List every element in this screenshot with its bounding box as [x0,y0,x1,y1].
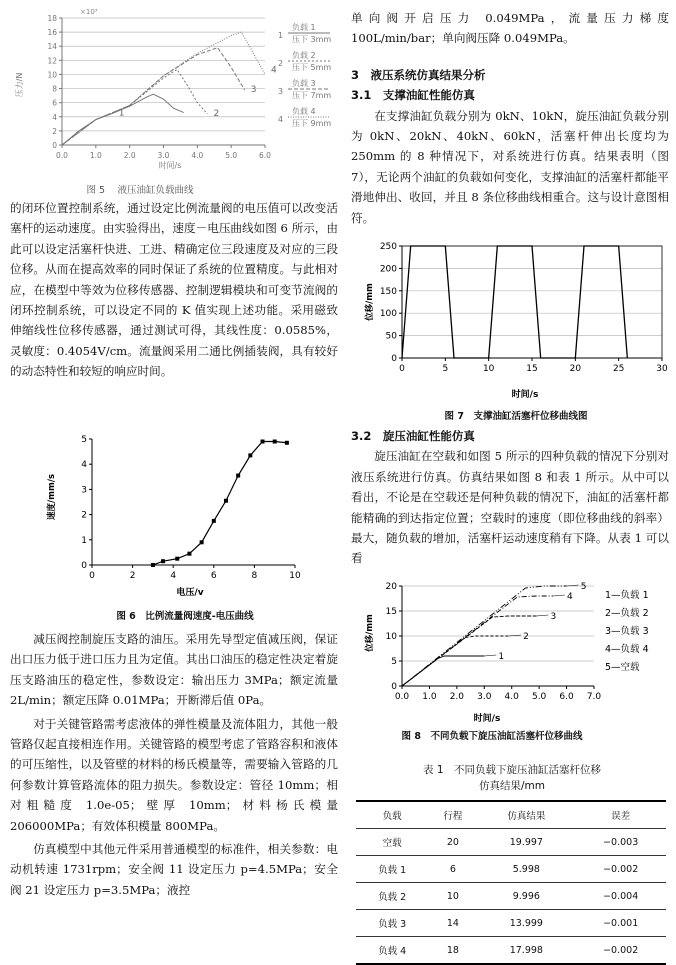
y-tick-label: 5 [81,435,87,445]
figure-7-chart [362,240,670,405]
right-paragraph-1: 在支撑油缸负载分别为 0kN、10kN，旋压油缸负载分别为 0kN、20kN、40kN、60kN，活塞杆伸出长度均为 250mm 的 8 种情况下，对系统进行仿真。结果表明（图 7），无论两个油缸的负载如何变化，支撑油缸的活塞杆都能平滑地伸出、收回，并且 8 条位移曲线相重合。这与设计意图相符。 [351,108,669,225]
figure-8-caption: 图 8 不同负载下旋压油缸活塞杆位移曲线 [401,731,583,742]
figure-8-chart [362,578,672,726]
fig8-curve-label-3: 3 [550,612,557,622]
fig5-legend-name: 负载 1 [292,23,316,32]
fig5-xlabel: 时间/s [158,161,182,170]
table-1-header-row [356,801,666,829]
fig6-data-point [248,453,252,457]
y-tick-label: 1 [81,535,87,546]
x-tick-label: 7.0 [586,692,602,702]
x-tick-label: 3.0 [477,692,492,702]
fig6-xlabel: 电压/v [176,588,204,598]
y-tick-label: 16 [47,28,57,38]
table-1-title-line2: 仿真结果/mm [479,780,545,792]
fig5-legend-num: 4 [278,115,284,124]
table-cell: 14 [428,910,477,937]
table-cell: 17.998 [477,937,575,965]
table-1-header-cell: 行程 [428,801,477,829]
table-cell: −0.002 [575,937,666,965]
fig6-data-point [261,440,265,444]
fig6-data-point [224,499,228,503]
table-row [356,856,666,883]
table-row [356,883,666,910]
fig5-curve-label-4: 4 [271,65,277,76]
y-tick-label: 18 [47,14,57,23]
table-cell: −0.003 [575,829,666,856]
fig8-series-1 [402,656,484,686]
fig7-ylabel: 位移/mm [365,283,375,321]
table-cell: 负载 3 [356,910,428,937]
x-tick-label: 4 [170,571,177,581]
table-cell: 空载 [356,829,428,856]
fig6-data-point [187,552,191,556]
fig5-series-2 [62,70,207,145]
fig8-leader [536,615,548,616]
y-tick-label: 6 [52,98,57,108]
y-tick-label: 15 [385,607,397,617]
fig5-curve-label-1: 1 [118,108,125,119]
table-row [356,937,666,965]
table-cell: 负载 4 [356,937,428,965]
x-tick-label: 5.0 [531,692,547,702]
y-tick-label: 50 [385,331,397,342]
table-cell: −0.002 [575,856,666,883]
left-paragraph-3: 对于关键管路需考虑液体的弹性模量及流体阻力，其他一般管路仅起直接相连作用。关键管路的模型考虑了管路容积和液体的可压缩性，以及管壁的材料的杨氏模量等，需要输入管路的几何参数计算管路流体的阻力损失。参数设定：管径 10mm；相对粗糙度 1.0e-05；壁厚 10mm；材料杨氏模量 206000MPa；有效体积模量 800MPa。 [10,716,338,833]
fig6-data-point [236,474,240,478]
fig8-legend-item: 2—负载 2 [605,608,649,619]
y-tick-label: 12 [47,56,57,66]
figure-6 [40,425,330,625]
y-tick-label: 200 [379,264,397,275]
fig8-legend-item: 3—负载 3 [605,626,649,637]
fig5-ylabel: 压力/N [15,72,24,98]
fig6-ylabel: 速度/mm/s [47,474,57,520]
right-paragraph-2: 旋压油缸在空载和如图 5 所示的四种负载的情况下分别对液压系统进行仿真。仿真结果如图 8 和表 1 所示。从中可以看出，不论是在空载还是何种负载的情况下，油缸的活塞杆都能精确的到达指定位置；空载时的速度（即位移曲线的斜率）最大，随负载的增加，活塞杆运动速度稍有下降。从表 1 可以看 [351,449,669,566]
y-tick-label: 4 [52,112,57,122]
fig8-legend [605,589,649,673]
y-tick-label: 0 [391,682,397,692]
x-tick-label: 25 [612,364,625,374]
x-tick-label: 2 [129,571,136,581]
x-tick-label: 1.0 [422,692,437,702]
right-text-block-1 [351,8,669,228]
x-tick-label: 2.0 [123,151,136,160]
table-1-title: 表 1 不同负载下旋压油缸活塞杆位移 [422,764,602,776]
fig6-data-point [285,441,289,445]
x-tick-label: 4.0 [504,692,519,702]
fig5-curve-label-3: 3 [250,84,257,95]
figure-6-chart [40,425,330,605]
table-1-header-cell: 负载 [356,801,428,829]
left-text-block-2 [10,629,338,900]
y-tick-label: 10 [385,632,397,642]
fig7-xlabel: 时间/s [511,390,539,400]
y-tick-label: 10 [47,70,57,80]
fig5-series-3 [62,48,245,145]
table-cell: 13.999 [477,910,575,937]
x-tick-label: 30 [656,364,668,374]
table-row [356,910,666,937]
figure-5 [10,0,340,195]
fig5-legend [278,22,331,128]
x-tick-label: 0 [399,364,405,374]
fig8-leader [553,595,565,596]
x-tick-label: 10 [482,364,495,374]
fig5-legend-name: 负载 3 [292,79,316,88]
fig8-legend-item: 4—负载 4 [605,644,649,655]
section-3-2-heading: 3.2 旋压油缸性能仿真 [351,429,475,443]
fig5-legend-desc: 压下 7mm [292,91,332,100]
x-tick-label: 0 [89,571,95,581]
x-tick-label: 5.0 [225,151,238,160]
table-1-grid [356,800,666,965]
x-tick-label: 3.0 [157,151,170,160]
fig5-yscale: ×10³ [80,8,98,16]
y-tick-label: 2 [81,510,87,521]
y-tick-label: 250 [379,242,397,252]
section-3-1-heading: 3.1 支撑油缸性能仿真 [351,88,475,103]
fig8-xlabel: 时间/s [473,714,501,724]
y-tick-label: 2 [52,126,57,136]
fig6-data-point [175,557,179,561]
y-tick-label: 0 [52,141,57,150]
y-tick-label: 100 [379,309,397,320]
figure-8 [362,578,672,743]
fig8-legend-item: 5—空载 [605,662,640,673]
y-tick-label: 4 [81,460,87,471]
table-cell: 10 [428,883,477,910]
y-tick-label: 150 [379,286,397,297]
y-tick-label: 5 [391,657,397,667]
fig5-legend-num: 1 [278,31,284,40]
table-cell: 负载 2 [356,883,428,910]
fig8-leader [484,655,496,656]
x-tick-label: 0.0 [56,151,68,160]
x-tick-label: 6 [210,571,217,581]
fig5-legend-desc: 压下 3mm [292,35,332,44]
left-text-block-1 [10,198,338,382]
fig8-curve-label-1: 1 [498,652,505,662]
fig8-legend-item: 1—负载 1 [605,590,649,601]
fig8-curve-label-4: 4 [566,592,573,602]
x-tick-label: 6.0 [259,151,271,160]
table-cell: 负载 1 [356,856,428,883]
fig6-data-point [161,559,165,563]
figure-7-caption: 图 7 支撑油缸活塞杆位移曲线图 [444,411,588,422]
table-cell: −0.004 [575,883,666,910]
fig5-legend-name: 负载 2 [292,51,316,60]
y-tick-label: 0 [81,561,87,571]
fig6-data-point [273,440,277,444]
y-tick-label: 20 [385,582,397,592]
table-cell: 9.996 [477,883,575,910]
table-1-header-cell: 仿真结果 [477,801,575,829]
table-1-header-cell: 误差 [575,801,666,829]
fig5-legend-name: 负载 4 [292,107,316,116]
y-tick-label: 14 [47,42,57,52]
fig5-legend-num: 3 [278,87,284,96]
fig5-legend-desc: 压下 9mm [292,119,332,128]
figure-5-chart [10,0,340,195]
fig6-data-point [151,563,155,567]
fig6-data-point [200,540,204,544]
fig8-curve-label-2: 2 [523,632,529,642]
x-tick-label: 5 [442,364,449,374]
x-tick-label: 15 [526,364,538,374]
x-tick-label: 2.0 [449,692,465,702]
table-cell: −0.001 [575,910,666,937]
right-text-block-2 [351,426,669,569]
x-tick-label: 4.0 [191,151,204,160]
fig5-series-1 [62,94,184,145]
fig8-series-4 [402,596,553,686]
x-tick-label: 20 [569,364,582,374]
table-cell: 5.998 [477,856,575,883]
table-row [356,829,666,856]
figure-6-caption: 图 6 比例流量阀速度-电压曲线 [116,611,254,622]
x-tick-label: 6.0 [559,692,574,702]
y-tick-label: 0 [391,354,397,364]
table-cell: 6 [428,856,477,883]
section-3-heading: 3 液压系统仿真结果分析 [351,67,486,82]
table-1 [356,762,668,965]
fig5-legend-num: 2 [278,59,284,68]
x-tick-label: 10 [289,571,301,581]
table-cell: 19.997 [477,829,575,856]
figure-7 [362,240,670,425]
right-paragraph-0: 单向阀开启压力 0.049MPa，流量压力梯度 100L/min/bar；单向阀压降 0.049MPa。 [351,11,669,46]
figure-5-caption: 图 5 液压油缸负载曲线 [86,185,194,196]
y-tick-label: 8 [52,84,57,94]
table-cell: 18 [428,937,477,965]
fig6-data-point [212,519,216,523]
x-tick-label: 0.0 [394,692,410,702]
left-paragraph-2: 减压阀控制旋压支路的油压。采用先导型定值减压阀，保证出口压力低于进口压力且为定值。其出口油压的稳定性决定着旋压支路油压的稳定性，参数设定：输出压力 3MPa；额定流量 2L/min；额定压降 0.01MPa；开断滞后值 0Pa。 [10,632,338,708]
fig8-ylabel: 位移/mm [365,614,375,652]
fig8-curve-label-5: 5 [580,582,587,592]
fig7-series [402,246,627,358]
left-paragraph-4: 仿真模型中其他元件采用普通模型的标准件，相关参数：电动机转速 1731rpm；安全阀 11 设定压力 p=4.5MPa；安全阀 21 设定压力 p=3.5MPa；液控 [10,842,338,897]
fig8-series-3 [402,616,536,686]
fig5-curve-label-2: 2 [213,108,220,119]
table-cell: 20 [428,829,477,856]
left-paragraph-1: 的闭环位置控制系统，通过设定比例流量阀的电压值可以改变活塞杆的运动速度。由实验得出，速度－电压曲线如图 6 所示，由此可以设定活塞杆快进、工进、精确定位三段速度及对应的三段位移。从而在提高效率的同时保证了系统的位置精度。与此相对应，在模型中等效为位移传感器、控制逻辑模块和可变节流阀的闭环控制系统，可以设定不同的 K 值实现上述功能。采用磁致伸缩线性位移传感器，通过测试可得，其线性度：0.0585%，灵敏度：0.4054V/cm。流量阀采用二通比例插装阀，具有较好的动态特性和较短的响应时间。 [10,201,338,379]
y-tick-label: 3 [81,485,87,496]
fig5-legend-desc: 压下 5mm [292,63,332,72]
x-tick-label: 8 [251,571,258,581]
x-tick-label: 1.0 [89,151,102,160]
fig6-series [153,442,287,565]
